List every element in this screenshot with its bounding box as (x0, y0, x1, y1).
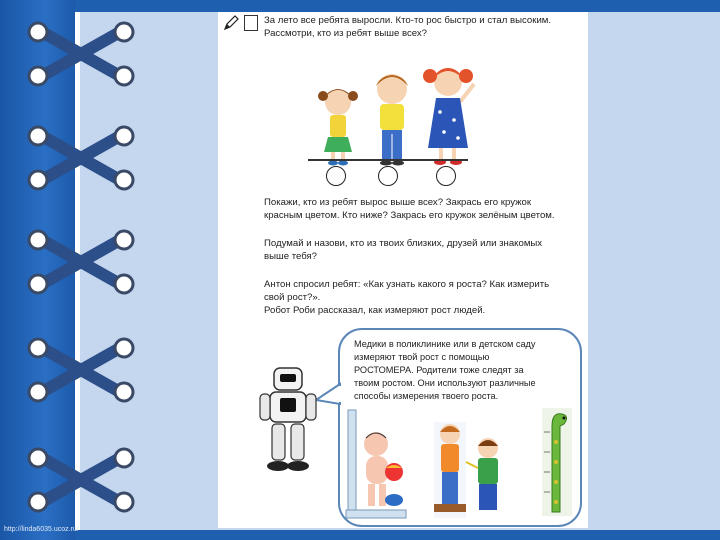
question1-line-1: Покажи, кто из ребят вырос выше всех? Закрась его кружок (264, 197, 532, 208)
question2-line-1: Подумай и назови, кто из твоих близких, друзей или знакомых (264, 238, 543, 249)
pencil-icon (222, 14, 240, 32)
question1-line-2: красным цветом. Кто ниже? Закрась его кружок зелёным цветом. (264, 210, 555, 221)
circle-boy-medium[interactable] (378, 166, 398, 186)
lace-icon (20, 440, 140, 520)
anton-line-1: Антон спросил ребят: «Как узнать какого я роста? Как измерить (264, 279, 550, 290)
lace-icon (20, 330, 140, 410)
lace-icon (20, 14, 140, 94)
boy-medium (376, 74, 408, 166)
boys-measuring (434, 422, 498, 518)
girl-short (318, 89, 358, 166)
bubble-line-1: Медики в поликлинике или в детском саду (354, 339, 536, 349)
children-illustration (308, 62, 488, 172)
circle-girl-short[interactable] (326, 166, 346, 186)
lace-icon (20, 118, 140, 198)
giraffe-height-chart (542, 408, 572, 516)
task-line-1: За лето все ребята выросли. Кто-то рос быстро и стал высоким. (264, 15, 552, 26)
lace-icon (20, 222, 140, 302)
task-checkbox[interactable] (244, 15, 258, 31)
measuring-scene (338, 402, 578, 522)
circle-girl-tall[interactable] (436, 166, 456, 186)
question2-line-2: выше тебя? (264, 251, 318, 262)
bubble-line-3: РОСТОМЕРА. Родители тоже следят за (354, 365, 524, 375)
ground-line (308, 159, 468, 161)
watermark: http://linda6035.ucoz.ru/ (4, 526, 79, 533)
robot-icon (256, 362, 324, 474)
worksheet-page (218, 12, 588, 528)
bubble-line-4: твоим ростом. Они используют различные (354, 378, 536, 388)
anton-line-3: Робот Роби рассказал, как измеряют рост людей. (264, 305, 486, 316)
baby-height-meter (346, 410, 406, 518)
bubble-line-5: способы измерения твоего роста. (354, 391, 499, 401)
bubble-line-2: измеряют твой рост с помощью (354, 352, 490, 362)
anton-line-2: свой рост?». (264, 292, 321, 303)
task-line-2: Рассмотри, кто из ребят выше всех? (264, 28, 427, 39)
girl-tall (423, 68, 474, 165)
